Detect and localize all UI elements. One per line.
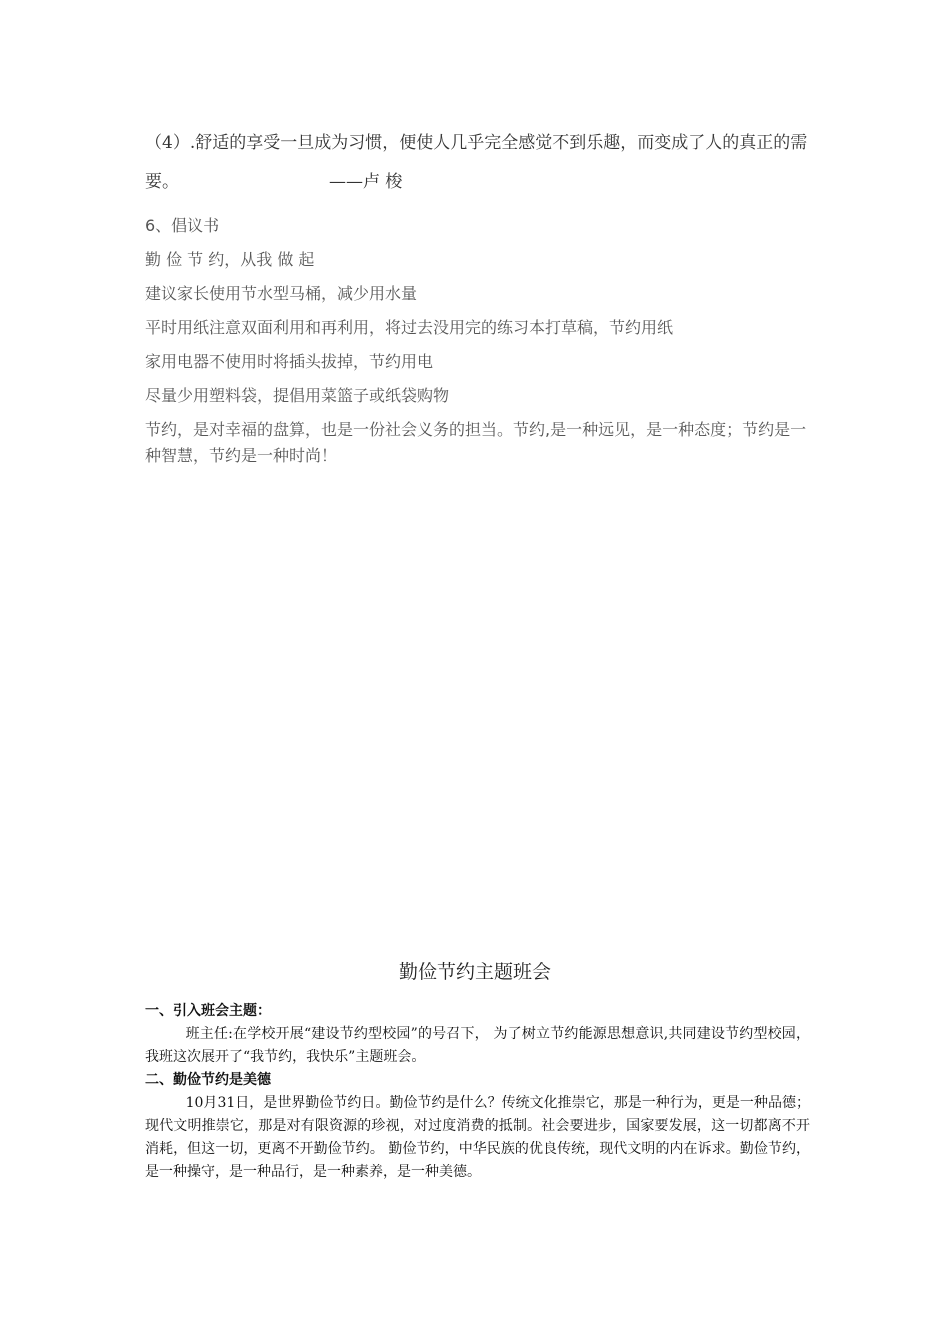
quote-text: （4）.舒适的享受一旦成为习惯，便使人几乎完全感觉不到乐趣，而变成了人的真正的需要。 [145,133,808,192]
part2-heading: 二、勤俭节约是美德 [145,1072,271,1088]
proposal-heading: 6、倡议书 [145,216,220,235]
quote-author: ——卢 梭 [329,172,403,192]
part1-heading: 一、引入班会主题： [145,1003,271,1019]
meeting-body [145,1000,810,1184]
proposal-item: 建议家长使用节水型马桶，减少用水量 [145,284,418,303]
proposal-slogan: 勤 俭 节 约，从我 做 起 [145,250,315,269]
proposal-item: 平时用纸注意双面利用和再利用，将过去没用完的练习本打草稿，节约用纸 [145,318,674,337]
proposal-section [145,209,810,469]
proposal-closing: 节约，是对幸福的盘算，也是一份社会义务的担当。节约,是一种远见，是一种态度；节约是一种智慧，节约是一种时尚！ [145,420,807,465]
meeting-title: 勤俭节约主题班会 [398,961,551,983]
proposal-item: 尽量少用塑料袋，提倡用菜篮子或纸袋购物 [145,386,450,405]
part1-text: 班主任:在学校开展“建设节约型校园”的号召下， 为了树立节约能源思想意识,共同建设节约型校园，我班这次展开了“我节约，我快乐”主题班会。 [145,1026,810,1065]
part2-text: 10月31日，是世界勤俭节约日。勤俭节约是什么？传统文化推崇它，那是一种行为，更是一种品德；现代文明推崇它，那是对有限资源的珍视，对过度消费的抵制。社会要进步，国家要发展，这一切都离不开消耗，但这一切，更离不开勤俭节约。 勤俭节约，中华民族的优良传统，现代文明的内在诉求。勤俭节约，是一种操守，是一种品行，是一种素养，是一种美德。 [145,1095,810,1180]
proposal-item: 家用电器不使用时将插头拔掉，节约用电 [145,352,434,371]
quote-paragraph [145,124,810,202]
